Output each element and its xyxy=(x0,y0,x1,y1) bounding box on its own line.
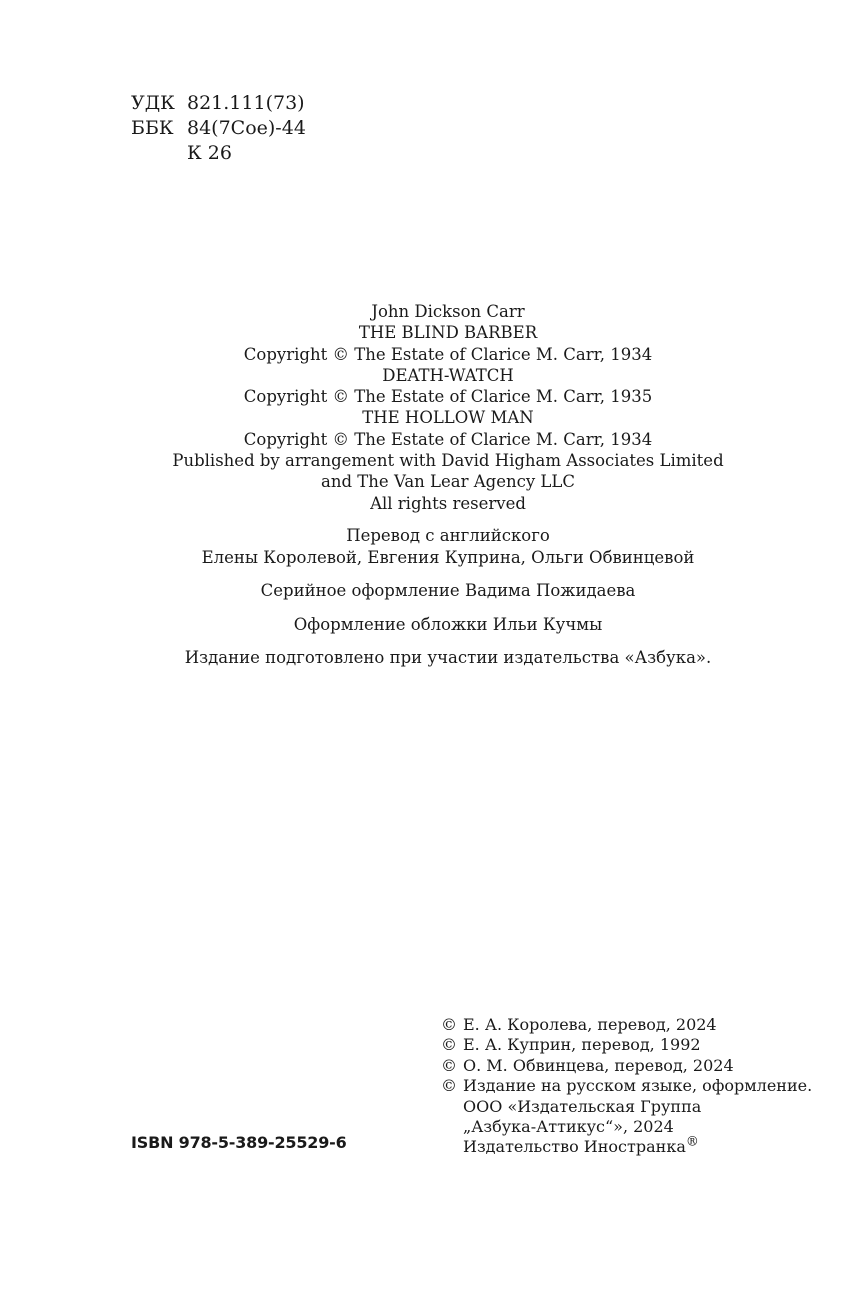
udk-value: 821.111(73) xyxy=(187,92,305,114)
cover-design: Оформление обложки Ильи Кучмы xyxy=(293,614,603,634)
copyright-line-2: Е. А. Куприн, перевод, 1992 xyxy=(463,1035,701,1055)
copyright-block xyxy=(441,1015,812,1158)
copyright-icon: © xyxy=(441,1015,457,1034)
copyright-line-6: „Азбука-Аттикус“», 2024 xyxy=(463,1117,674,1137)
copyright-line-3: О. М. Обвинцева, перевод, 2024 xyxy=(463,1055,734,1075)
copyright-line-7: Издательство Иностранка xyxy=(463,1137,686,1157)
book3-copyright: Copyright © The Estate of Clarice M. Carr, 1934 xyxy=(243,429,653,449)
udk-row xyxy=(131,91,306,116)
copyright-line-5: ООО «Издательская Группа xyxy=(463,1096,702,1116)
arrangement-line-2: and The Van Lear Agency LLC xyxy=(321,472,575,492)
registered-trademark-icon: ® xyxy=(685,1135,699,1151)
original-credits-block xyxy=(0,301,856,514)
bbk-row xyxy=(131,116,306,141)
copyright-icon: © xyxy=(441,1076,457,1096)
book1-copyright: Copyright © The Estate of Clarice M. Carr, 1934 xyxy=(243,344,653,364)
book1-title: THE BLIND BARBER xyxy=(358,323,538,343)
author-mark-row xyxy=(131,141,306,166)
isbn: ISBN 978-5-389-25529-6 xyxy=(131,1133,347,1152)
publisher-note: Издание подготовлено при участии издательства «Азбука». xyxy=(184,648,712,667)
copyright-line-1: Е. А. Королева, перевод, 2024 xyxy=(463,1015,717,1034)
bbk-value: 84(7Сое)-44 xyxy=(187,117,306,139)
classification-block xyxy=(131,91,306,166)
rights-reserved: All rights reserved xyxy=(370,493,526,513)
translation-line-1: Перевод с английского xyxy=(346,526,550,545)
copyright-line-4: Издание на русском языке, оформление. xyxy=(463,1076,813,1096)
bbk-label: ББК xyxy=(131,117,174,139)
copyright-icon: © xyxy=(441,1035,457,1055)
copyright-row-2 xyxy=(441,1035,812,1055)
book2-title: DEATH-WATCH xyxy=(382,365,514,385)
author-mark: К 26 xyxy=(187,142,232,164)
author-name: John Dickson Carr xyxy=(371,302,525,321)
udk-label: УДК xyxy=(131,92,175,114)
copyright-row-3 xyxy=(441,1056,812,1076)
copyright-row-1 xyxy=(441,1015,812,1035)
russian-credits-block xyxy=(0,525,856,669)
translation-line-2: Елены Королевой, Евгения Куприна, Ольги Обвинцевой xyxy=(201,547,695,567)
series-design: Серийное оформление Вадима Пожидаева xyxy=(260,581,636,600)
arrangement-line-1: Published by arrangement with David Higham Associates Limited xyxy=(172,451,724,471)
book3-title: THE HOLLOW MAN xyxy=(362,408,534,428)
book2-copyright: Copyright © The Estate of Clarice M. Carr, 1935 xyxy=(243,387,653,407)
copyright-row-4 xyxy=(441,1076,812,1096)
copyright-line-7-row xyxy=(441,1137,812,1157)
copyright-icon: © xyxy=(441,1055,457,1075)
